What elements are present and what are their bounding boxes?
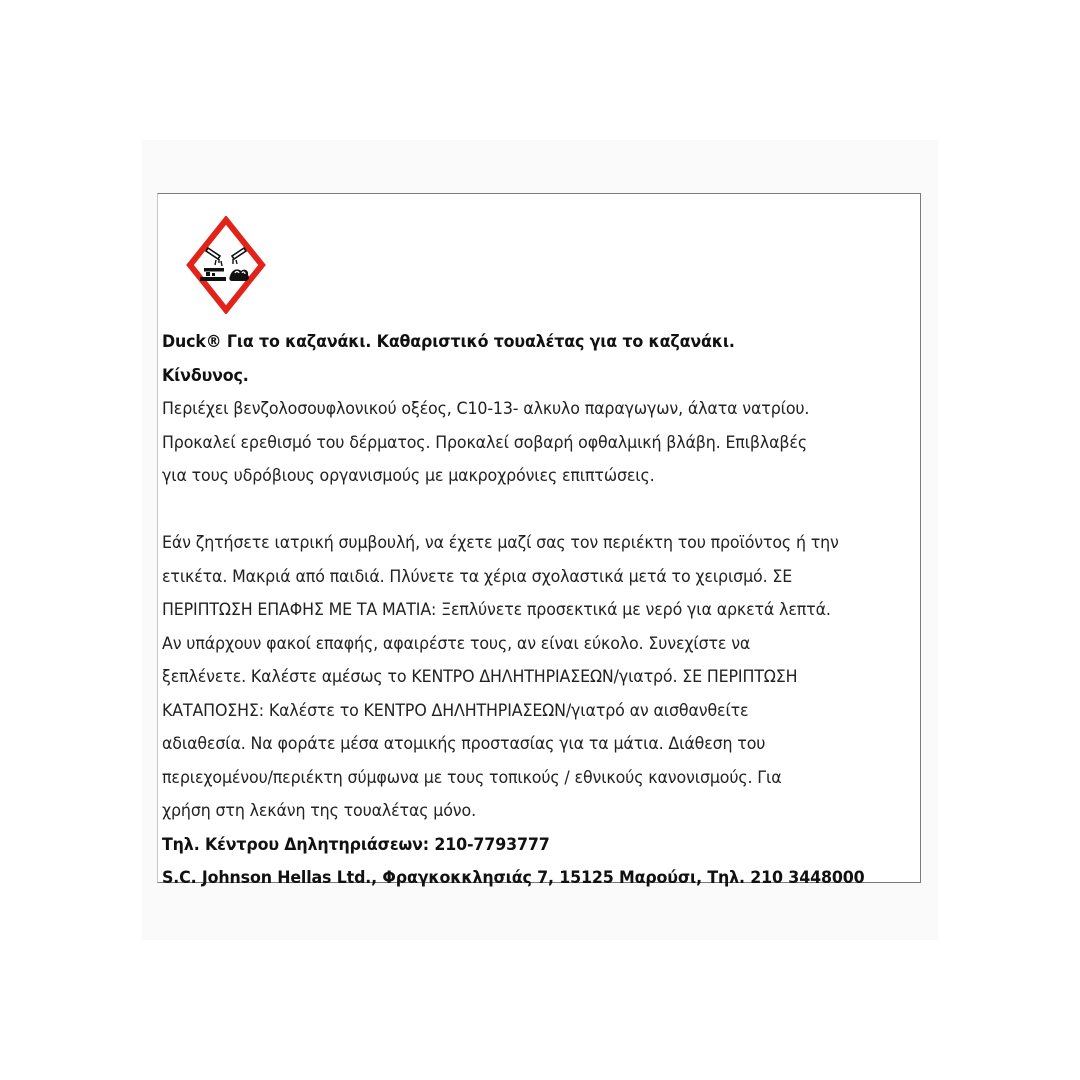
paragraph-gap <box>162 493 880 527</box>
precaution-line: Εάν ζητήσετε ιατρική συμβουλή, να έχετε μαζί σας τον περιέκτη του προϊόντος ή την <box>162 533 839 552</box>
precaution-line: ΚΑΤΑΠΟΣΗΣ: Καλέστε το ΚΕΝΤΡΟ ΔΗΛΗΤΗΡΙΑΣΕΩΝ/γιατρό αν αισθανθείτε <box>162 700 749 720</box>
product-title: Duck® Για το καζανάκι. Καθαριστικό τουαλέτας για το καζανάκι. <box>162 332 735 351</box>
precaution-line: ετικέτα. Μακριά από παιδιά. Πλύνετε τα χέρια σχολαστικά μετά το χειρισμό. ΣΕ <box>162 566 793 586</box>
precaution-line: ΠΕΡΙΠΤΩΣΗ ΕΠΑΦΗΣ ΜΕ ΤΑ ΜΑΤΙΑ: Ξεπλύνετε προσεκτικά με νερό για αρκετά λεπτά. <box>162 600 831 619</box>
corrosive-hazard-icon <box>186 216 266 314</box>
precaution-line: χρήση στη λεκάνη της τουαλέτας μόνο. <box>162 801 476 820</box>
label-text-block <box>162 325 880 895</box>
hazard-line: Προκαλεί ερεθισμό του δέρματος. Προκαλεί σοβαρή οφθαλμική βλάβη. Επιβλαβές <box>162 432 807 452</box>
poison-center-phone: Τηλ. Κέντρου Δηλητηριάσεων: 210-7793777 <box>162 834 550 854</box>
signal-word: Κίνδυνος. <box>162 365 249 385</box>
hazard-line: για τους υδρόβιους οργανισμούς με μακροχρόνιες επιπτώσεις. <box>162 466 655 485</box>
hazard-line: Περιέχει βενζολοσουφλονικού οξέος, C10-13- αλκυλο παραγωγων, άλατα νατρίου. <box>162 399 810 418</box>
precaution-line: Αν υπάρχουν φακοί επαφής, αφαιρέστε τους, αν είναι εύκολο. Συνεχίστε να <box>162 633 751 653</box>
precaution-line: ξεπλένετε. Καλέστε αμέσως το ΚΕΝΤΡΟ ΔΗΛΗΤΗΡΙΑΣΕΩΝ/γιατρό. ΣΕ ΠΕΡΙΠΤΩΣΗ <box>162 667 798 686</box>
safety-label <box>157 193 921 887</box>
precaution-line: αδιαθεσία. Να φοράτε μέσα ατομικής προστασίας για τα μάτια. Διάθεση του <box>162 734 766 753</box>
company-address: S.C. Johnson Hellas Ltd., Φραγκοκκλησιάς 7, 15125 Μαρούσι, Τηλ. 210 3448000 <box>162 868 865 887</box>
precaution-line: περιεχομένου/περιέκτη σύμφωνα με τους τοπικούς / εθνικούς κανονισμούς. Για <box>162 767 782 787</box>
